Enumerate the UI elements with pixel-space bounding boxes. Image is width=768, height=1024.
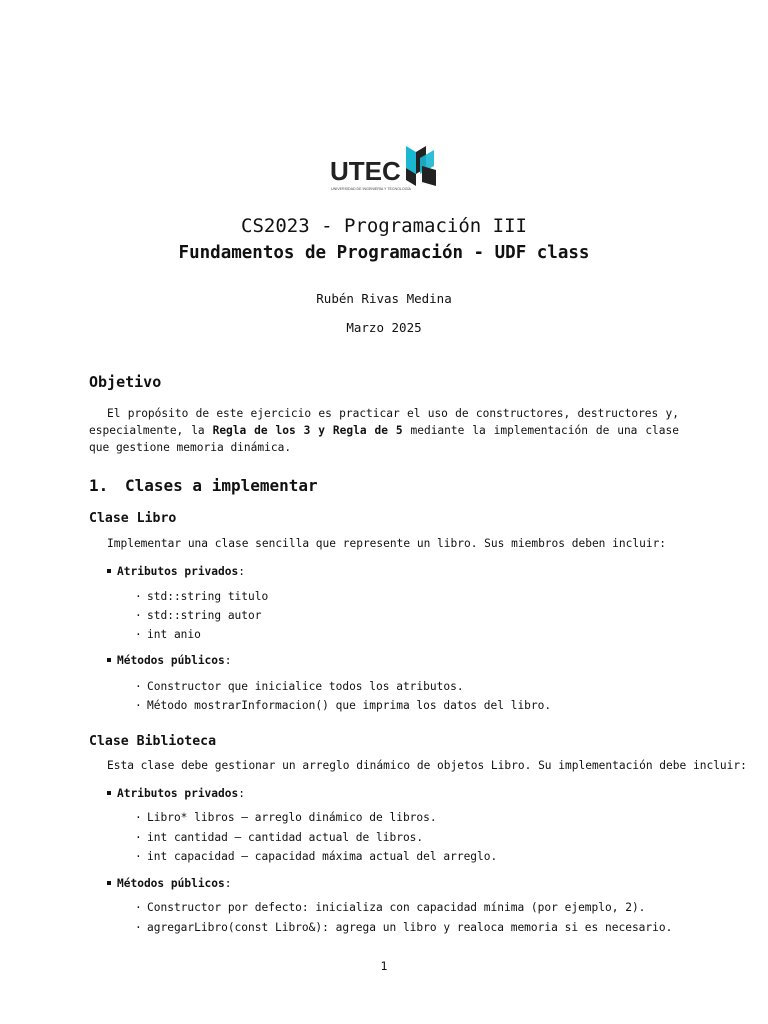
clase-biblioteca-intro: Esta clase debe gestionar un arreglo dinámico de objetos Libro. Su implementación debe incluir:	[107, 759, 747, 772]
list-item: · agregarLibro(const Libro&): agrega un libro y realoca memoria si es necesario.	[135, 921, 673, 934]
logo-subtext: UNIVERSIDAD DE INGENIERÍA Y TECNOLOGÍA	[331, 187, 411, 191]
utec-logo	[330, 140, 440, 198]
page-number: 1	[380, 959, 388, 973]
objetivo-heading: Objetivo	[89, 373, 162, 391]
section-heading: 1. Clases a implementar	[89, 476, 318, 495]
objetivo-paragraph: El propósito de este ejercicio es practicar el uso de constructores, destructores y, especialmente, la Regla de los 3 y Regla de 5 mediante la implementación de una clase que gestione memoria dinámica.	[89, 407, 679, 454]
document-title: CS2023 - Programación III	[241, 215, 527, 237]
biblioteca-attrs-bullet: Atributos privados:	[107, 787, 245, 800]
logo-text: UTEC	[330, 156, 401, 186]
list-item: · Constructor que inicialice todos los atributos.	[135, 680, 464, 693]
list-item: · Constructor por defecto: inicializa con capacidad mínima (por ejemplo, 2).	[135, 901, 646, 914]
objetivo-bold: Regla de los 3 y Regla de 5	[212, 424, 403, 437]
list-item: · Método mostrarInformacion() que imprima los datos del libro.	[135, 699, 552, 712]
list-item: · int cantidad — cantidad actual de libros.	[135, 831, 424, 844]
list-item: · Libro* libros — arreglo dinámico de libros.	[135, 811, 437, 824]
libro-methods-bullet: Métodos públicos:	[107, 654, 232, 667]
list-item: · std::string autor	[135, 609, 262, 622]
date: Marzo 2025	[346, 320, 422, 335]
clase-libro-heading: Clase Libro	[89, 511, 177, 526]
clase-biblioteca-heading: Clase Biblioteca	[89, 734, 217, 749]
list-item: · std::string titulo	[135, 590, 269, 603]
list-item: · int anio	[135, 628, 201, 641]
square-bullet-icon	[107, 881, 111, 885]
clase-libro-intro: Implementar una clase sencilla que represente un libro. Sus miembros deben incluir:	[107, 537, 667, 550]
author: Rubén Rivas Medina	[316, 291, 452, 306]
biblioteca-methods-bullet: Métodos públicos:	[107, 877, 232, 890]
square-bullet-icon	[107, 658, 111, 662]
libro-attrs-bullet: Atributos privados:	[107, 565, 245, 578]
document-subtitle: Fundamentos de Programación - UDF class	[178, 243, 590, 263]
square-bullet-icon	[107, 791, 111, 795]
list-item: · int capacidad — capacidad máxima actual del arreglo.	[135, 850, 498, 863]
square-bullet-icon	[107, 569, 111, 573]
